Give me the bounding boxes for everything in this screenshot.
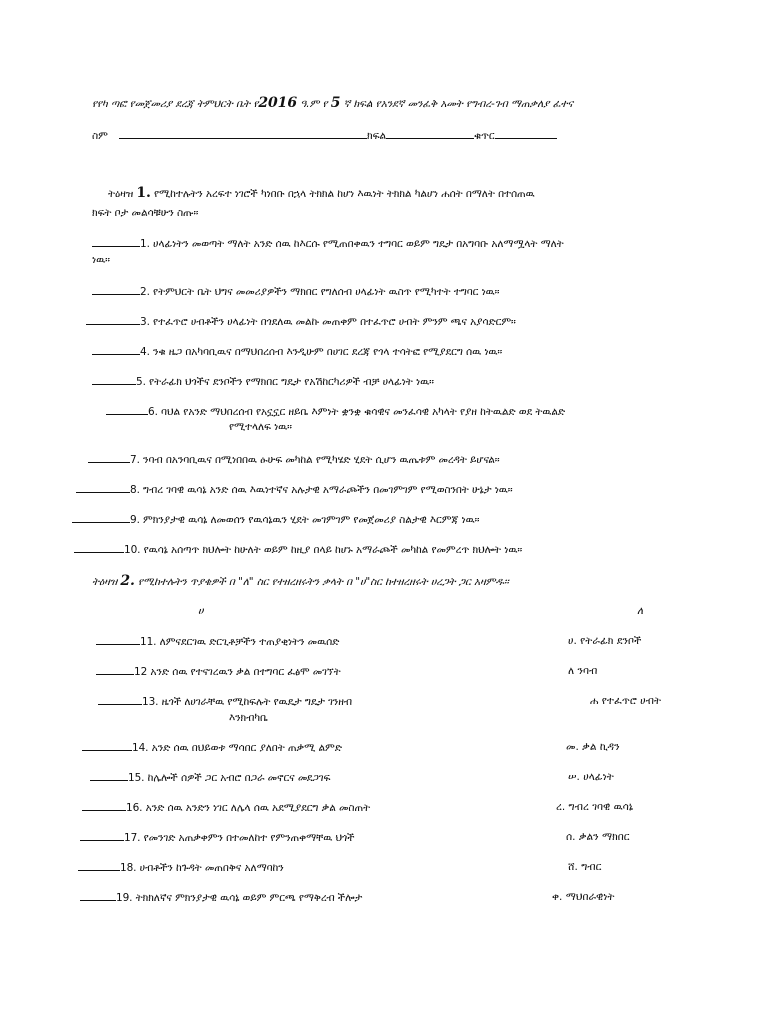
match-item-11 xyxy=(96,634,339,649)
match-item-11-text: 11. ለምናደርገዉ ድርጊቶቻችን ተጠያቂነትን መዉሰድ xyxy=(140,636,340,648)
question-1-text: 1. ሀላፊነትን መወጣት ማለት አንድ ሰዉ ከእርሱ የሚጠበቀዉን ተግባር ወይም ግዴታ በአግባቡ አለማሟላት ማለት xyxy=(140,238,564,250)
match-item-14-text: 14. አንድ ሰዉ በህይወቱ ማሳበር ያለበት ጠቃሚ ልምድ xyxy=(132,742,342,754)
name-label: ስም xyxy=(92,130,108,142)
title-part1: የየካ ጣፎ የመጀመሪያ ደረጃ ትምህርት ቤት የ xyxy=(92,98,259,110)
title-part2: ዓ.ም የ xyxy=(296,98,331,110)
match-blank-13[interactable] xyxy=(98,694,142,705)
match-item-15-text: 15. ከሌሎች ሰዎች ጋር አብሮ በጋራ መኖርና መደጋገፍ xyxy=(128,772,331,784)
question-2 xyxy=(92,284,499,299)
match-item-17 xyxy=(80,830,354,845)
question-9-text: 9. ምክንያታዊ ዉሳኔ ለመወሰን የዉሳኔዉን ሂደት መገምገም የመጀመሪያ ስልታዊ እርምጃ ነዉ። xyxy=(130,514,480,526)
match-blank-11[interactable] xyxy=(96,634,140,645)
class-field[interactable] xyxy=(386,128,474,139)
question-8-text: 8. ግብረ ገባዊ ዉሳኔ አንድ ሰዉ እዉነተኛና አሉታዊ አማራጮችን በመገምገም የሚወስንበት ሁኔታ ነዉ። xyxy=(130,484,513,496)
class-label: ክፍል xyxy=(367,130,386,142)
section1-number: 1. xyxy=(136,185,151,201)
question-4-text: 4. ንቁ ዜጋ በአካባቢዉና በማህበረሰብ እንዲሁም በሀገር ደረጃ የጎላ ተሳትፎ የሚያደርግ ሰዉ ነዉ። xyxy=(140,346,503,358)
match-item-13-text: 13. ዜጎች ለሀገራቸዉ የሚከፍሉት የዉዴታ ግዴታ ገንዘብ xyxy=(142,696,353,708)
match-item-15 xyxy=(90,770,330,785)
section2-text: የሚከተሉትን ጥያቄዎች በ "ለ" ስር የተዘረዘሩትን ቃላት በ "ሀ"ስር ከተዘረዘሩት ሀረጋት ጋር አዛምዱ። xyxy=(134,576,509,588)
question-5-text: 5. የትራፊክ ህጎችና ደንቦችን የማክበር ግዴታ የአሽከርካሪዎች ብቻ ሀላፊነት ነዉ። xyxy=(136,376,434,388)
answer-blank-6[interactable] xyxy=(106,404,148,415)
exam-title xyxy=(92,96,573,111)
answer-blank-5[interactable] xyxy=(92,374,136,385)
column-a-header: ሀ xyxy=(198,605,204,617)
match-option-h: ሸ. ግብር xyxy=(568,861,602,873)
match-item-19-text: 19. ትክክለኛና ምክንያታዊ ዉሳኔ ወይም ምርጫ የማቅረብ ችሎታ xyxy=(116,892,363,904)
question-7 xyxy=(88,452,500,467)
question-1-cont: ነዉ። xyxy=(92,254,110,266)
match-item-12 xyxy=(96,664,341,679)
match-blank-19[interactable] xyxy=(80,890,116,901)
section1-instruction xyxy=(108,186,535,201)
answer-blank-4[interactable] xyxy=(92,344,140,355)
match-option-e: ሠ. ሀላፊነት xyxy=(568,771,614,783)
match-option-i: ቀ. ማህበራዊነት xyxy=(552,891,615,903)
answer-blank-2[interactable] xyxy=(92,284,140,295)
question-2-text: 2. የትምህርት ቤት ህግና መመሪያዎችን ማክበር የግለሰብ ሀላፊነት ዉስጥ የሚካተት ተግባር ነዉ። xyxy=(140,286,500,298)
answer-blank-3[interactable] xyxy=(86,314,140,325)
section1-instruction-cont: ክፍት ቦታ መልሳቹሁን ስጡ። xyxy=(92,207,199,219)
answer-blank-10[interactable] xyxy=(74,542,124,553)
answer-blank-7[interactable] xyxy=(88,452,130,463)
match-blank-16[interactable] xyxy=(82,800,126,811)
student-info-row xyxy=(92,128,557,143)
question-4 xyxy=(92,344,502,359)
match-item-18-text: 18. ሀብቶችን ከጉዳት መጠበቅና አለማባከን xyxy=(120,862,284,874)
section2-prefix: ትዕዛዝ xyxy=(92,576,121,588)
match-item-19 xyxy=(80,890,362,905)
title-grade: 5 xyxy=(330,95,341,111)
column-b-header: ለ xyxy=(637,605,644,617)
question-9 xyxy=(72,512,479,527)
match-blank-12[interactable] xyxy=(96,664,134,675)
match-item-13-cont: እንክብካቤ xyxy=(229,712,268,724)
question-1 xyxy=(92,236,564,251)
section1-line1: የሚከተሉትን አረፍተ ነገሮች ካነበቡ በኋላ ትክክል ከሆነ እዉነት ትክክል ካልሆነ ሐሰት በማለት በተሰጠዉ xyxy=(150,188,535,200)
match-option-c: ሐ የተፈጥሮ ሀብት xyxy=(590,695,662,707)
question-7-text: 7. ንባብ በአንባቢዉና በሚነበበዉ ፁሁፍ መካከል የሚካሄድ ሂደት ሲሆን ዉጤቱም መረዳት ይሆናል። xyxy=(130,454,500,466)
match-option-a: ሀ. የትራፊክ ደንቦች xyxy=(568,635,642,647)
match-item-12-text: 12 አንድ ሰዉ የተናገረዉን ቃል በተግባር ፈፅሞ መገኘት xyxy=(134,666,341,678)
match-item-16-text: 16. አንድ ሰዉ አንድን ነገር ለሌላ ሰዉ አደሚያደርግ ቃል መስጠት xyxy=(126,802,371,814)
number-field[interactable] xyxy=(495,128,557,139)
match-blank-14[interactable] xyxy=(82,740,132,751)
match-option-g: ሰ. ቃልን ማክበር xyxy=(566,831,630,843)
title-part3: ኛ ክፍል የአንደኛ መንፈቅ አመት የግብረ-ገብ ማጠቃለያ ፈተና xyxy=(340,98,573,110)
match-option-f: ረ. ግብረ ገባዊ ዉሳኔ xyxy=(556,801,633,813)
section2-instruction xyxy=(92,574,509,589)
answer-blank-1[interactable] xyxy=(92,236,140,247)
question-8 xyxy=(76,482,513,497)
question-6-text: 6. ባህል የአንድ ማህበረሰብ የአኗኗር ዘይቤ እምነት ቋንቋ ቁሳዊና መንፈሳዊ አካላት የያዘ ከትዉልድ ወደ ትዉልድ xyxy=(148,406,566,418)
question-3 xyxy=(86,314,516,329)
match-item-17-text: 17. የመንገድ አጠቃቀምን በተመለከተ የምንጠቀማቸዉ ህጎች xyxy=(124,832,355,844)
title-year: 2016 xyxy=(258,95,297,111)
match-item-14 xyxy=(82,740,342,755)
question-5 xyxy=(92,374,434,389)
question-10 xyxy=(74,542,522,557)
name-field[interactable] xyxy=(119,128,367,139)
number-label: ቁጥር xyxy=(474,130,495,142)
match-option-b: ለ ንባብ xyxy=(568,665,598,677)
match-blank-17[interactable] xyxy=(80,830,124,841)
answer-blank-9[interactable] xyxy=(72,512,130,523)
question-3-text: 3. የተፈጥሮ ሀብቶችን ሀላፊነት በጎደለዉ መልኩ መጠቀም በተፈጥሮ ሀብት ምንም ጫና አያሳድርም። xyxy=(140,316,516,328)
question-6 xyxy=(106,404,565,419)
match-item-16 xyxy=(82,800,370,815)
answer-blank-8[interactable] xyxy=(76,482,130,493)
match-blank-15[interactable] xyxy=(90,770,128,781)
section2-number: 2. xyxy=(120,573,135,589)
match-item-13 xyxy=(98,694,352,709)
question-10-text: 10. የዉሳኔ አሰጣጥ ክህሎት ከሁለት ወይም ከዚያ በላይ ከሆኑ አማራጮች መካከል የመምረጥ ክህሎት ነዉ። xyxy=(124,544,523,556)
match-item-18 xyxy=(78,860,284,875)
question-6-cont: የሚተላለፍ ነዉ። xyxy=(229,421,292,433)
match-blank-18[interactable] xyxy=(78,860,120,871)
section1-prefix: ትዕዛዝ xyxy=(108,188,137,200)
match-option-d: መ. ቃል ኪዳን xyxy=(566,741,620,753)
